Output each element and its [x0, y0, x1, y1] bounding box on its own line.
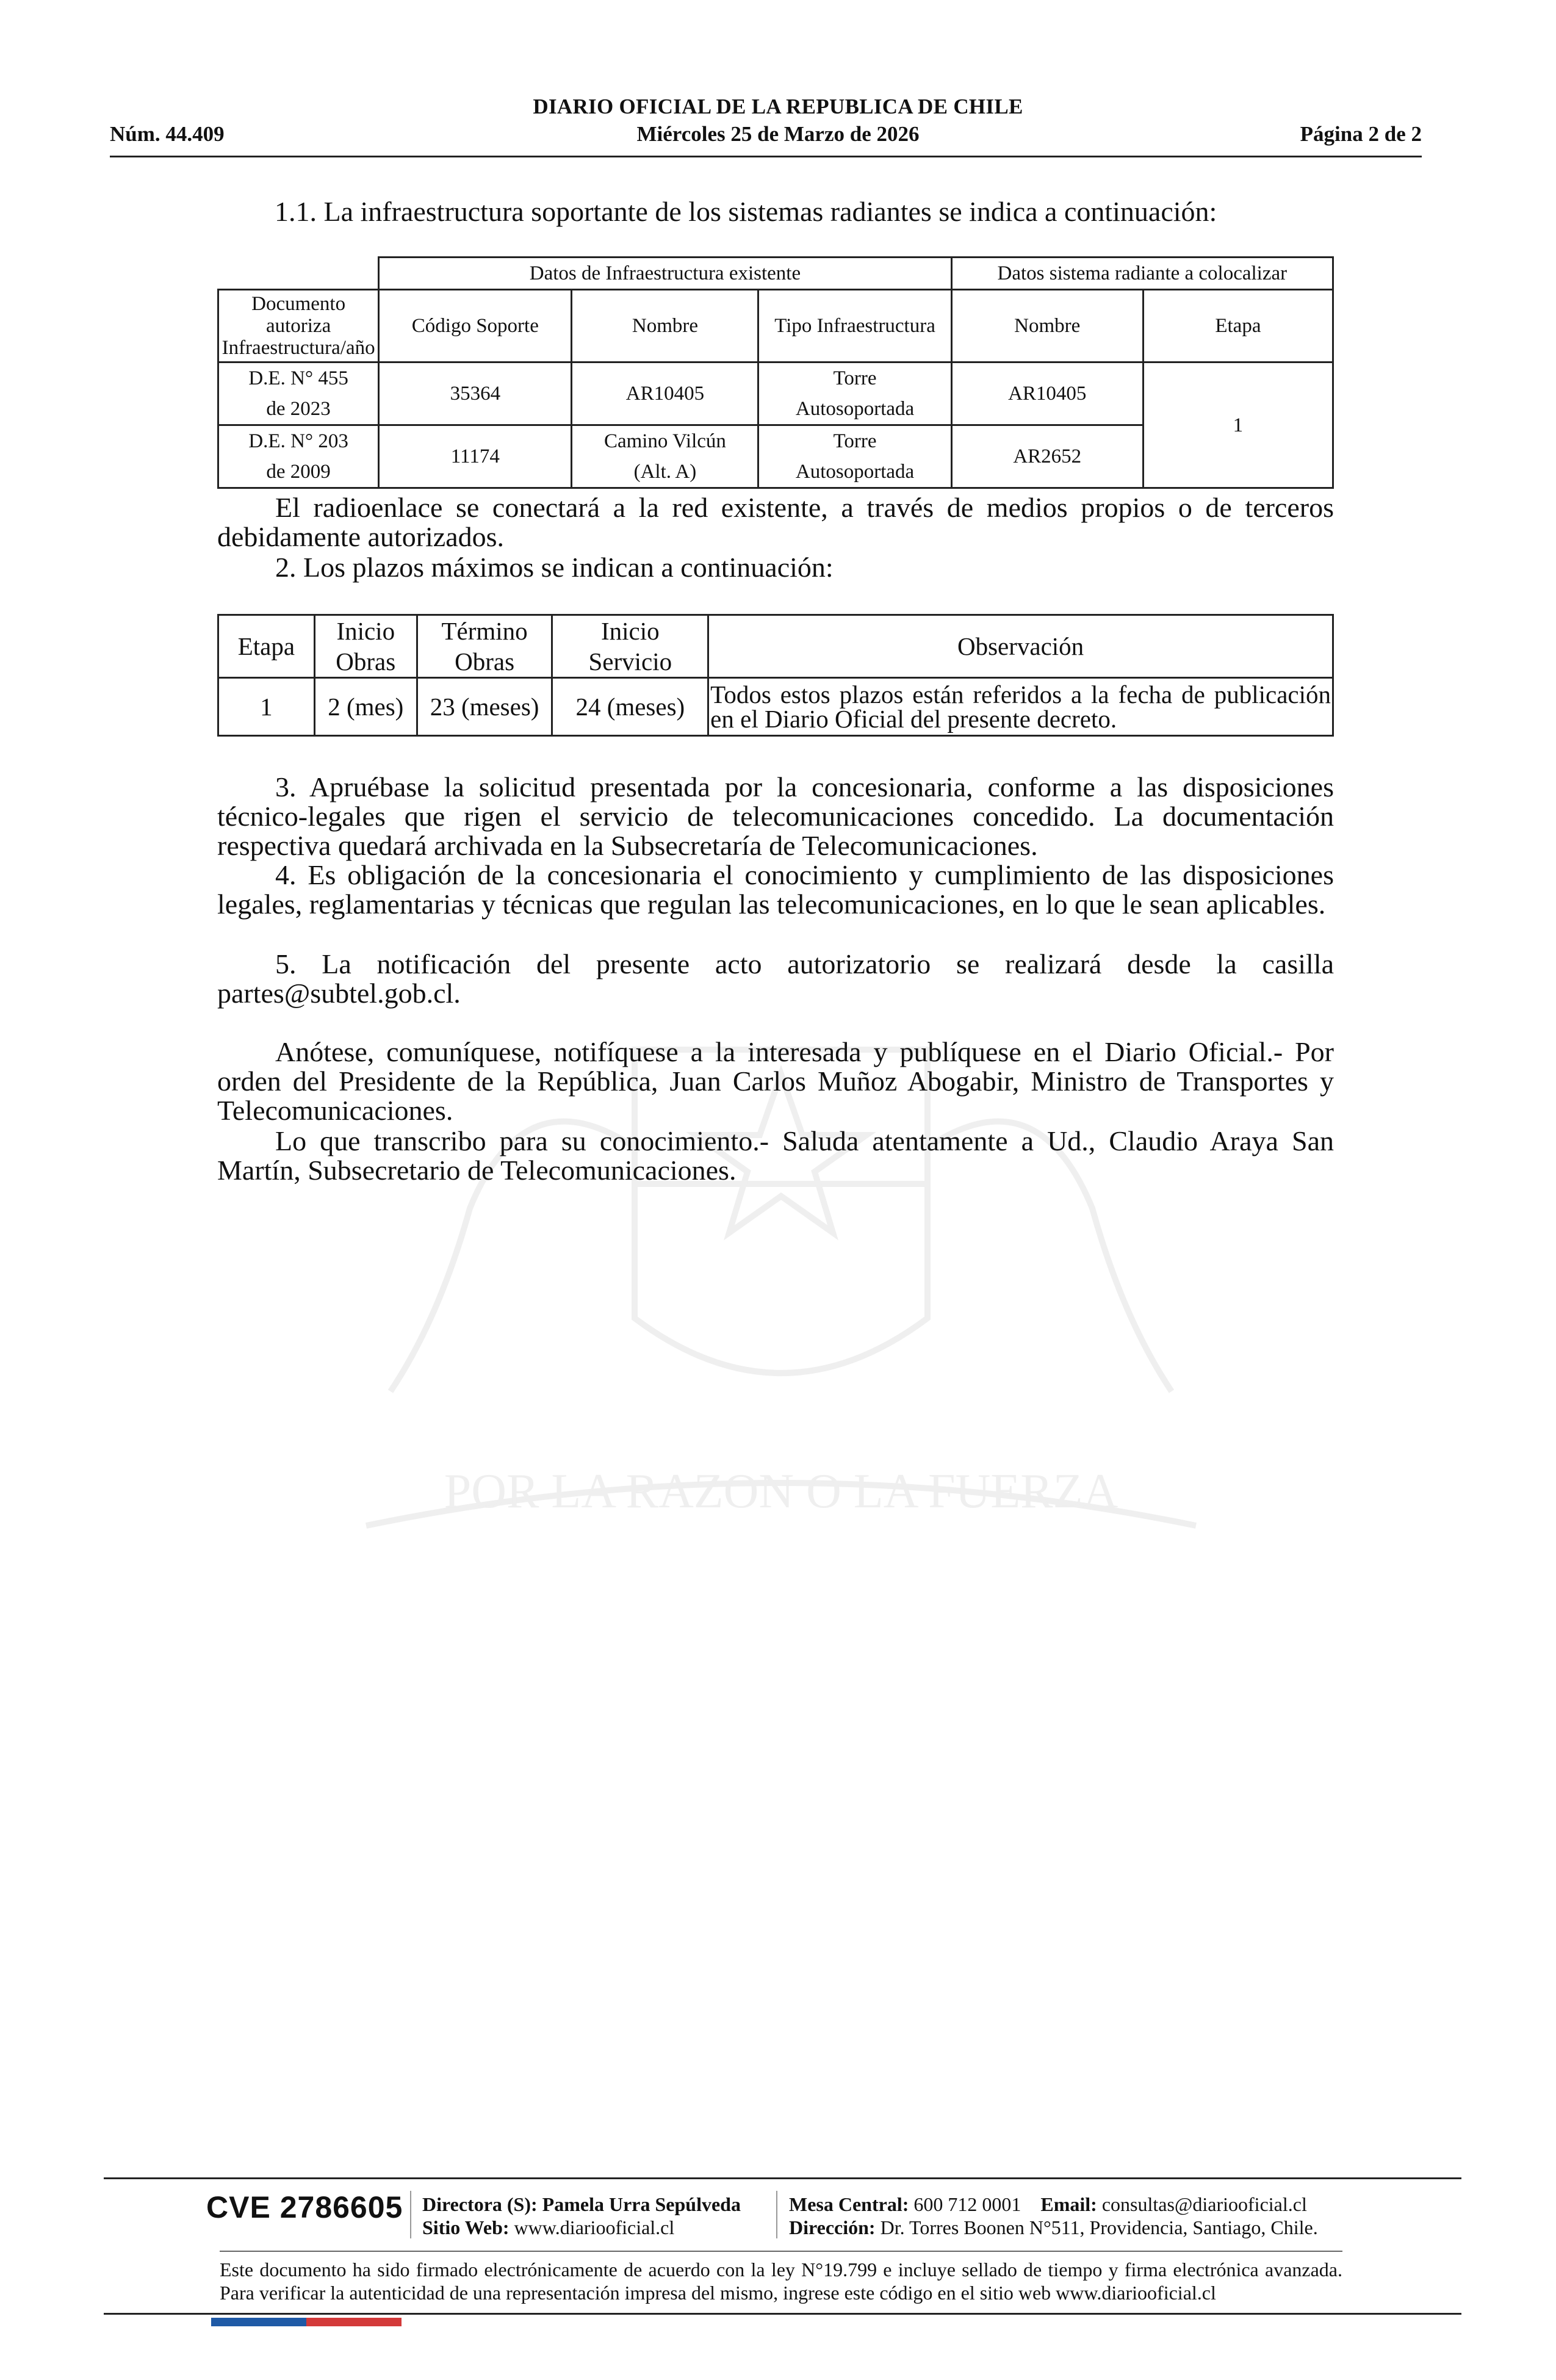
cell-inicio-servicio: 24 (meses) — [552, 678, 708, 736]
cell-radiant-name: AR2652 — [951, 425, 1143, 488]
header-termino-obras-line2: Obras — [455, 647, 515, 676]
header-inicio-obras — [314, 615, 417, 678]
header-divider — [110, 156, 1422, 157]
header-nombre-radiante: Nombre — [951, 290, 1143, 362]
cell-code: 35364 — [379, 362, 572, 425]
header-codigo-soporte: Código Soporte — [379, 290, 572, 362]
flag-bar-red — [306, 2318, 402, 2326]
cell-doc-year: de 2009 — [218, 456, 379, 488]
cell-etapa: 1 — [1143, 362, 1333, 488]
paragraph-transcribo: Lo que transcribo para su conocimiento.- Saluda atentamente a Ud., Claudio Araya San Martín, Subsecretario de Telecomunicaciones. — [217, 1125, 1334, 1186]
header-observacion: Observación — [708, 615, 1333, 678]
group-header-existing: Datos de Infraestructura existente — [379, 258, 951, 290]
header-inicio-servicio — [552, 615, 708, 678]
watermark-motto: POR LA RAZON O LA FUERZA — [444, 1465, 1118, 1518]
direccion-value: Dr. Torres Boonen N°511, Providencia, Santiago, Chile. — [880, 2216, 1318, 2238]
header-etapa: Etapa — [218, 615, 315, 678]
cell-etapa: 1 — [218, 678, 315, 736]
directora-name: Pamela Urra Sepúlveda — [542, 2193, 741, 2215]
infrastructure-table — [217, 256, 1334, 489]
email-label: Email: — [1040, 2193, 1097, 2215]
header-etapa: Etapa — [1143, 290, 1333, 362]
direccion-label: Dirección: — [789, 2216, 876, 2238]
issue-number: Núm. 44.409 — [110, 122, 225, 146]
table-row — [218, 678, 1333, 736]
cell-observacion: Todos estos plazos están referidos a la fecha de publicación en el Diario Oficial del presente decreto. — [708, 678, 1333, 736]
header-tipo-infra: Tipo Infraestructura — [758, 290, 951, 362]
paragraph-3: 3. Apruébase la solicitud presentada por la concesionaria, conforme a las disposiciones técnico-legales que rigen el servicio de telecomunicaciones concedido. La documentación respectiva quedará archivada en la Subsecretaría de Telecomunicaciones. — [217, 771, 1334, 861]
footer-divider-bottom — [104, 2313, 1461, 2315]
header-termino-obras — [417, 615, 552, 678]
paragraph-radioenlace: El radioenlace se conectará a la red existente, a través de medios propios o de terceros debidamente autorizados. — [217, 492, 1334, 552]
mesa-label: Mesa Central: — [789, 2193, 909, 2215]
cell-doc: D.E. N° 455 — [218, 362, 379, 394]
group-header-radiant: Datos sistema radiante a colocalizar — [951, 258, 1333, 290]
footer-separator — [410, 2191, 411, 2238]
electronic-signature-note: Este documento ha sido firmado electrónicamente de acuerdo con la ley N°19.799 e incluye sellado de tiempo y firma electrónica avanzada. Para verificar la autenticidad de una representación impresa del mismo, ingrese este código en el sitio web www.diariooficial.cl — [220, 2259, 1342, 2304]
cell-name: Camino Vilcún — [572, 425, 758, 457]
page-indicator: Página 2 de 2 — [1300, 122, 1422, 146]
footer-divider-middle — [220, 2251, 1342, 2252]
issue-date: Miércoles 25 de Marzo de 2026 — [636, 122, 920, 146]
flag-bar-blue — [211, 2318, 306, 2326]
paragraph-5: 5. La notificación del presente acto autorizatorio se realizará desde la casilla partes@subtel.gob.cl. — [217, 948, 1334, 1009]
section-2-intro: 2. Los plazos máximos se indican a continuación: — [275, 552, 834, 583]
footer-contact-left — [422, 2193, 741, 2239]
cell-name: AR10405 — [572, 362, 758, 425]
header-nombre-infra: Nombre — [572, 290, 758, 362]
cell-doc: D.E. N° 203 — [218, 425, 379, 457]
header-inicio-obras-line2: Obras — [336, 647, 396, 676]
header-inicio-obras-line1: Inicio — [336, 617, 395, 645]
paragraph-anotese: Anótese, comuníquese, notifíquese a la interesada y publíquese en el Diario Oficial.- Por orden del Presidente de la República, Juan Carlos Muñoz Abogabir, Ministro de Transportes y Telecomunicaciones. — [217, 1036, 1334, 1126]
cell-doc-year: de 2023 — [218, 394, 379, 425]
directora-label: Directora (S): — [422, 2193, 538, 2215]
cell-type: Torre — [758, 425, 951, 457]
cell-type-line2: Autosoportada — [758, 394, 951, 425]
plazos-table — [217, 614, 1334, 737]
cell-type: Torre — [758, 362, 951, 394]
mesa-phone: 600 712 0001 — [913, 2193, 1021, 2215]
header-inicio-servicio-line1: Inicio — [601, 617, 660, 645]
cell-radiant-name: AR10405 — [951, 362, 1143, 425]
cell-name-line2: (Alt. A) — [572, 456, 758, 488]
cve-code: CVE 2786605 — [206, 2190, 403, 2224]
cell-code: 11174 — [379, 425, 572, 488]
header-termino-obras-line1: Término — [441, 617, 528, 645]
cell-inicio-obras: 2 (mes) — [314, 678, 417, 736]
paragraph-4: 4. Es obligación de la concesionaria el conocimiento y cumplimiento de las disposiciones legales, reglamentarias y técnicas que regulan las telecomunicaciones, en lo que le sean aplicables. — [217, 859, 1334, 920]
cell-type-line2: Autosoportada — [758, 456, 951, 488]
newspaper-title: DIARIO OFICIAL DE LA REPUBLICA DE CHILE — [533, 95, 1023, 118]
footer-divider-top — [104, 2177, 1461, 2179]
header-documento: Documento autoriza Infraestructura/año — [218, 290, 379, 362]
cell-termino-obras: 23 (meses) — [417, 678, 552, 736]
sitio-link[interactable]: www.diariooficial.cl — [514, 2216, 675, 2238]
section-1-1-intro: 1.1. La infraestructura soportante de los sistemas radiantes se indica a continuación: — [275, 196, 1217, 227]
header-inicio-servicio-line2: Servicio — [588, 647, 672, 676]
email-link[interactable]: consultas@diariooficial.cl — [1101, 2193, 1307, 2215]
footer-separator — [776, 2191, 777, 2238]
footer-contact-right — [789, 2193, 1318, 2239]
table-row — [218, 362, 1333, 394]
sitio-label: Sitio Web: — [422, 2216, 510, 2238]
